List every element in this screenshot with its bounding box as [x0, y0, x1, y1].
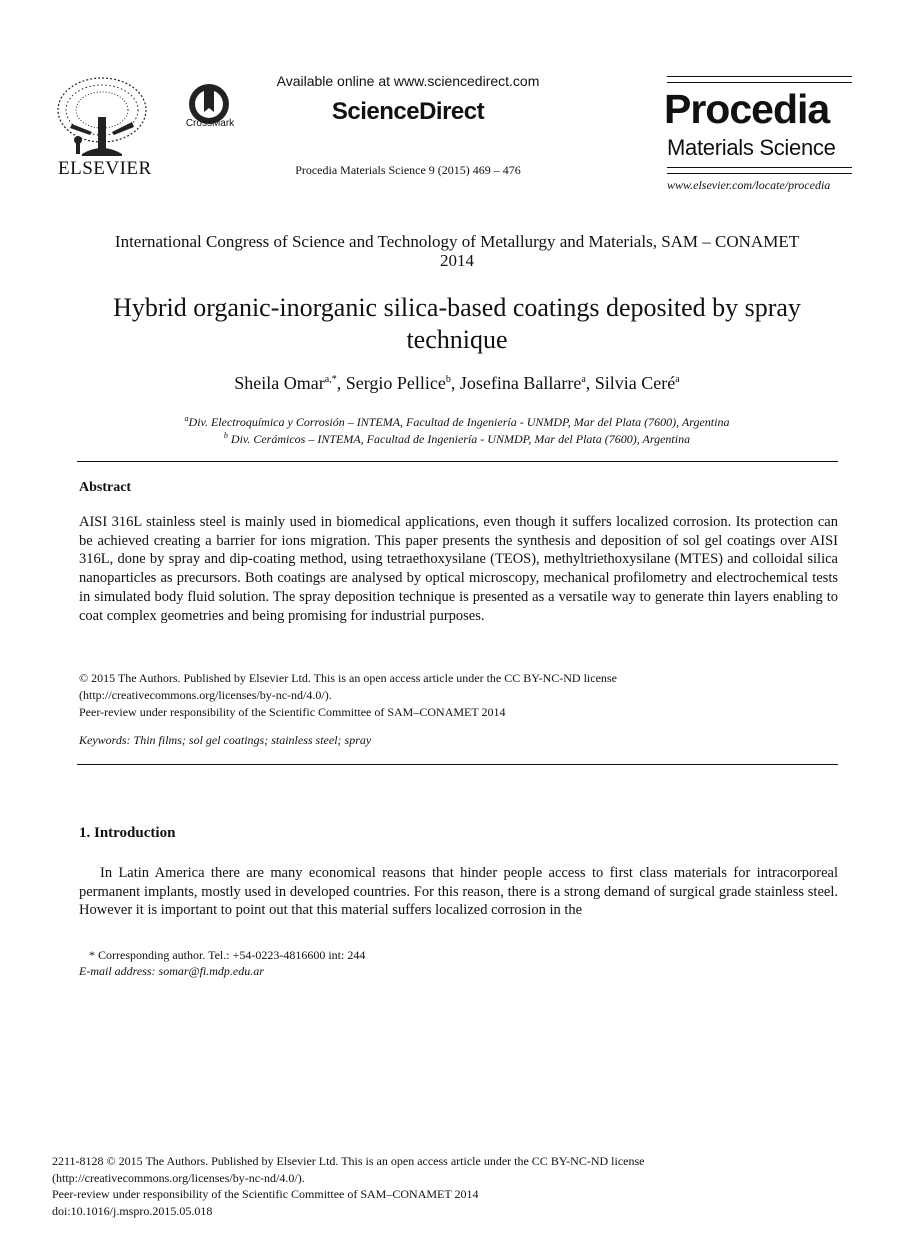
license-link[interactable]: (http://creativecommons.org/licenses/by-nc-nd/4.0/).: [79, 688, 332, 702]
author-separator: ,: [585, 373, 595, 393]
author-affiliation-mark: a: [675, 374, 680, 385]
affiliation-text: Div. Cerámicos – INTEMA, Facultad de Ingeniería - UNMDP, Mar del Plata (7600), Argentina: [227, 432, 691, 446]
affiliation: [80, 414, 834, 430]
abstract-body: AISI 316L stainless steel is mainly used in biomedical applications, even though it suffers localized corrosion. Its protection can be achieved creating a barrier for ions migration. This paper presents the synthesis and deposition of sol gel coatings over AISI 316L, done by spray and dip-coating method, using tetraethoxysilane (TEOS), methyltriethoxysilane (MTES) and colloidal silica nanoparticles as precursors. Both coatings are analysed by optical microscopy, mechanical profilometry and electrochemical tests in simulated body fluid solution. The spray deposition technique is presented as a versatile way to generate thin layers enabling to coat complex geometries and being promising for industrial purposes.: [79, 514, 838, 624]
author-name: Sergio Pellice: [345, 373, 446, 393]
section-divider: [77, 461, 838, 462]
footer-license: 2211-8128 © 2015 The Authors. Published by Elsevier Ltd. This is an open access article under the CC BY-NC-ND license: [52, 1154, 645, 1168]
affiliation: [80, 431, 834, 447]
footer-license-link[interactable]: (http://creativecommons.org/licenses/by-nc-nd/4.0/).: [52, 1170, 305, 1185]
abstract-heading: Abstract: [79, 480, 132, 495]
sciencedirect-logo: ScienceDirect: [331, 98, 485, 125]
journal-url[interactable]: www.elsevier.com/locate/procedia: [667, 178, 831, 192]
available-online-text: Available online at www.sciencedirect.com: [276, 73, 540, 89]
introduction-body: In Latin America there are many economical reasons that hinder people access to first class materials for intracorporeal permanent implants, mostly used in developed countries. For this reason, there is a strong demand of surgical grade stainless steel. However it is important to point out that this material suffers localized corrosion in the: [79, 865, 838, 918]
license-notice: [79, 670, 838, 721]
peer-review-note: Peer-review under responsibility of the Scientific Committee of SAM–CONAMET 2014: [79, 705, 506, 719]
author-separator: ,: [450, 373, 460, 393]
affiliation-text: Div. Electroquímica y Corrosión – INTEMA, Facultad de Ingeniería - UNMDP, Mar del Plata (7600), Argentina: [188, 415, 730, 429]
conference-name: International Congress of Science and Technology of Metallurgy and Materials, SAM – CONAMET 2014: [114, 232, 800, 270]
crossmark-label: CrossMark: [185, 118, 235, 129]
affiliation-mark: b: [223, 431, 228, 440]
section-divider: [77, 764, 838, 765]
section-heading-introduction: 1. Introduction: [79, 825, 176, 841]
author-name: Sheila Omar: [234, 373, 325, 393]
license-line: © 2015 The Authors. Published by Elsevier Ltd. This is an open access article under the CC BY-NC-ND license: [79, 671, 617, 685]
journal-brand: Procedia: [664, 86, 830, 132]
author-name: Silvia Ceré: [594, 373, 676, 393]
corresponding-author-note: * Corresponding author. Tel.: +54-0223-4816600 int: 244: [89, 948, 366, 962]
author-affiliation-mark: b: [445, 374, 451, 385]
publisher-name: ELSEVIER: [58, 158, 152, 179]
masthead-rule: [667, 76, 852, 77]
affiliation-mark: a: [184, 414, 189, 423]
journal-subtitle: Materials Science: [667, 135, 836, 160]
keywords: Keywords: Thin films; sol gel coatings; stainless steel; spray: [79, 733, 372, 747]
footer-doi[interactable]: doi:10.1016/j.mspro.2015.05.018: [52, 1203, 213, 1218]
masthead-rule: [667, 167, 852, 168]
footer-peer-review: Peer-review under responsibility of the Scientific Committee of SAM–CONAMET 2014: [52, 1187, 479, 1201]
footnote: [79, 947, 838, 979]
author-list: [100, 373, 814, 394]
author-affiliation-mark: a,*: [324, 374, 337, 385]
masthead-rule: [667, 173, 852, 174]
masthead-rule: [667, 82, 852, 83]
author-affiliation-mark: a: [581, 374, 586, 385]
author-separator: ,: [336, 373, 346, 393]
page-footer: [52, 1153, 852, 1219]
journal-citation: Procedia Materials Science 9 (2015) 469 – 476: [295, 163, 521, 177]
author-name: Josefina Ballarre: [459, 373, 582, 393]
email-address[interactable]: E-mail address: somar@fi.mdp.edu.ar: [79, 964, 264, 978]
article-title: Hybrid organic-inorganic silica-based coatings deposited by spray technique: [113, 293, 801, 354]
